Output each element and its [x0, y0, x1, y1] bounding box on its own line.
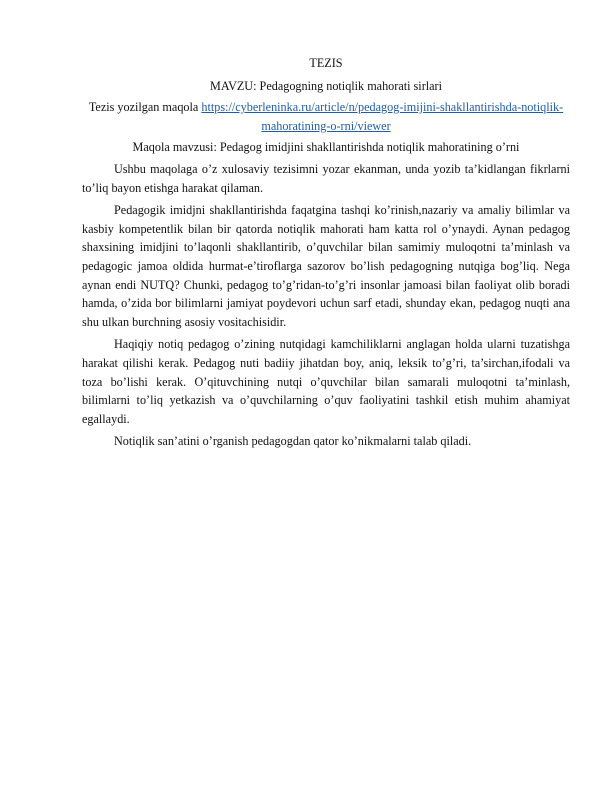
- source-prefix: Tezis yozilgan maqola: [88, 100, 202, 115]
- paragraph-3: Haqiqiy notiq pedagog o’zining nutqidagi kamchiliklarni anglagan holda ularni tuzatishga harakat qilishi kerak. Pedagog nuti badiiy jihatdan boy, aniq, leksik to’g’ri, ta’sirchan,ifodali va toza bo’lishi kerak. O’qituvchining nutqi o’quvchilar bilan samarali muloqotni ta’minlash, bilimlarni to’liq yetkazish va o’quvchilarning o’quv faoliyatini tashkil etish muhim ahamiyat egallaydi.: [82, 337, 570, 426]
- paragraph-2: Pedagogik imidjni shakllantirishda faqatgina tashqi ko’rinish,nazariy va amaliy bilimlar va kasbiy kompetentlik bilan bir qatorda notiqlik mahorati ham katta rol o’ynaydi. Aynan pedagog shaxsining imidjini to’laqonli shakllantirib, o’quvchilar bilan samimiy muloqotni ta’minlash va pedagogic jamoa oldida hurmat-e’tiroflarga sazorov bo’lish pedagogning nutqiga bog’liq. Nega aynan endi NUTQ? Chunki, pedagog to’g’ridan-to’g’ri insonlar jamoasi bilan faoliyat olib boradi hamda, o’zida bor bilimlarni jamiyat poydevori uchun sarf etadi, shunday ekan, pedagog nuqti ana shu ulkan burchning asosiy vositachisidir.: [82, 203, 570, 329]
- paragraph-4: Notiqlik san’atini o’rganish pedagogdan qator ko’nikmalarni talab qiladi.: [114, 434, 472, 449]
- topic-line: MAVZU: Pedagogning notiqlik mahorati sirlari: [210, 78, 442, 93]
- article-topic-line: Maqola mavzusi: Pedagog imidjini shakllantirishda notiqlik mahoratining o’rni: [132, 140, 520, 155]
- document-heading: TEZIS: [309, 56, 343, 70]
- paragraph-1: Ushbu maqolaga o’z xulosaviy tezisimni yozar ekanman, unda yozib ta’kidlangan fikrlarni to’liq bayon etishga harakat qilaman.: [82, 161, 570, 195]
- source-link[interactable]: https://cyberleninka.ru/article/n/pedagog-imijini-shakllantirishda-notiqlik-mahoratining-o-rni/viewer: [201, 100, 564, 133]
- source-line: [82, 98, 570, 135]
